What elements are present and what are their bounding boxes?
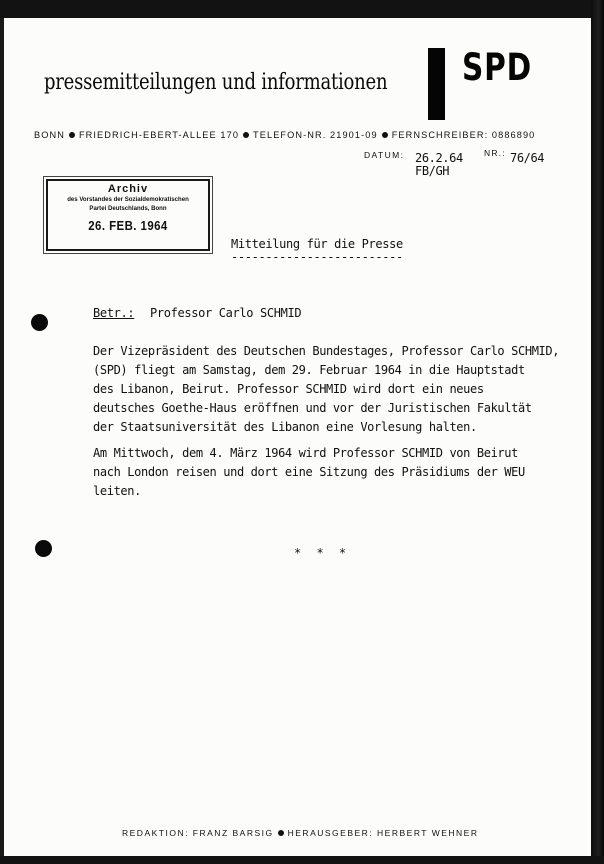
scan-top-border [0, 0, 604, 18]
bullet-icon [69, 132, 75, 138]
punch-hole [31, 314, 48, 331]
document-page [4, 18, 591, 856]
document-heading: Mitteilung für die Presse [231, 237, 403, 251]
bullet-icon [382, 132, 388, 138]
address-phone: TELEFON-NR. 21901-09 [253, 130, 378, 140]
archive-stamp [46, 179, 210, 251]
letterhead-black-bar [428, 48, 445, 120]
letterhead-title: pressemitteilungen und informationen [44, 70, 388, 95]
body-line: leiten. [93, 484, 141, 498]
punch-hole [35, 540, 52, 557]
body-line: Der Vizepräsident des Deutschen Bundestages, Professor Carlo SCHMID, [93, 344, 560, 358]
body-line: Am Mittwoch, dem 4. März 1964 wird Professor SCHMID von Beirut [93, 446, 518, 460]
footer-editor: REDAKTION: FRANZ BARSIG [122, 828, 274, 838]
bullet-icon [243, 132, 249, 138]
footer-publisher: HERAUSGEBER: HERBERT WEHNER [287, 828, 479, 838]
body-line: des Libanon, Beirut. Professor SCHMID wird dort ein neues [93, 382, 484, 396]
body-line: nach London reisen und dort eine Sitzung des Präsidiums der WEU [93, 465, 525, 479]
scan-bottom-border [0, 856, 604, 864]
body-line: der Staatsuniversität des Libanon eine Vorlesung halten. [93, 420, 477, 434]
section-separator: * * * [294, 546, 351, 560]
scan-right-border [591, 0, 604, 864]
datum-value: 26.2.64 [415, 151, 463, 165]
stamp-line-1: des Vorstandes der Sozialdemokratischen [67, 196, 189, 203]
address-street: FRIEDRICH-EBERT-ALLEE 170 [78, 130, 240, 140]
address-telex: FERNSCHREIBER: 0886890 [391, 130, 536, 140]
letterhead-address [34, 130, 579, 140]
spd-logo: SPD [462, 46, 532, 89]
datum-label: DATUM: [364, 150, 405, 160]
letterhead-footer [122, 828, 478, 838]
bullet-icon [278, 830, 284, 836]
stamp-line-2: Partei Deutschlands, Bonn [89, 205, 167, 212]
body-line: deutsches Goethe-Haus eröffnen und vor der Juristischen Fakultät [93, 401, 532, 415]
subject-text: Professor Carlo SCHMID [150, 306, 302, 320]
stamp-title: Archiv [107, 183, 149, 195]
author-initials: FB/GH [415, 164, 450, 178]
body-line: (SPD) fliegt am Samstag, dem 29. Februar 1964 in die Hauptstadt [93, 363, 525, 377]
subject-label: Betr.: [93, 306, 135, 320]
nr-label: NR.: [484, 148, 506, 158]
address-city: BONN [34, 130, 65, 140]
heading-underline: ------------------------- [231, 250, 403, 264]
nr-value: 76/64 [510, 151, 545, 165]
stamp-date: 26. FEB. 1964 [88, 218, 168, 233]
